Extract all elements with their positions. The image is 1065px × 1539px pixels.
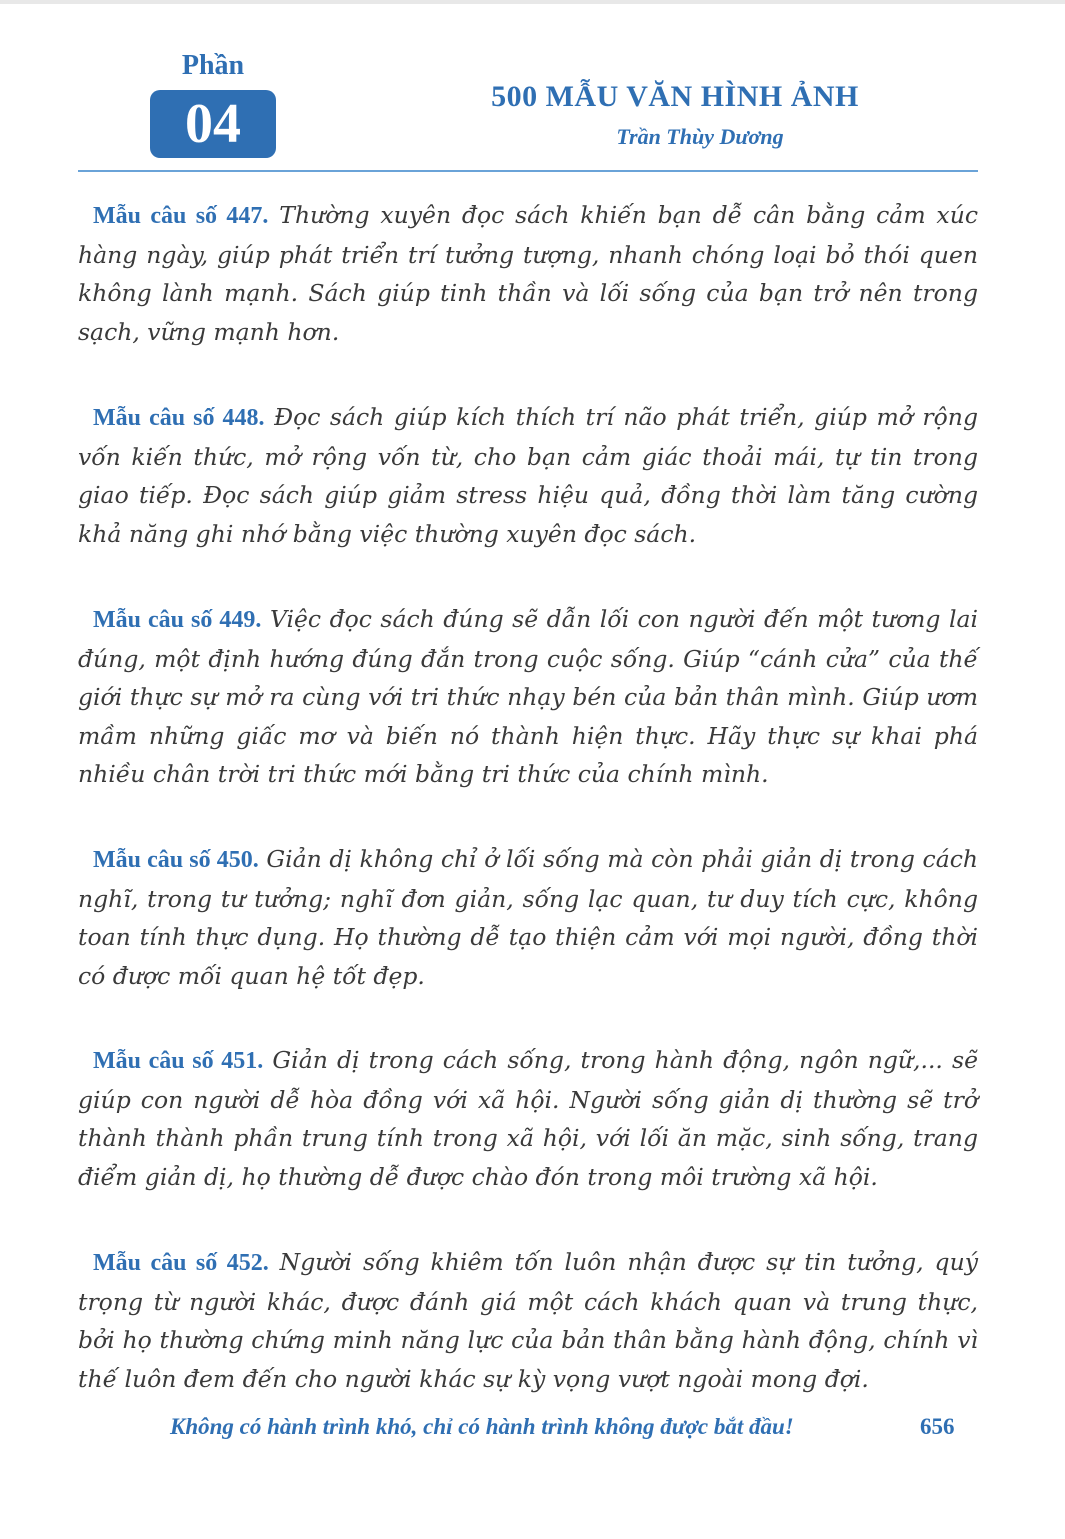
entry-text: Giản dị không chỉ ở lối sống mà còn phải giản dị trong cách nghĩ, trong tư tưởng; nghĩ đơn giản, sống lạc quan, tư duy tích cực, không toan tính thực dụng. Họ thường dễ tạo thiện cảm với mọi người, đồng thời có được mối quan hệ tốt đẹp. bbox=[78, 845, 978, 990]
entry-label: Mẫu câu số 452. bbox=[93, 1250, 269, 1276]
entry-label: Mẫu câu số 449. bbox=[93, 607, 262, 633]
header-divider bbox=[78, 170, 978, 172]
entry-label: Mẫu câu số 448. bbox=[93, 405, 265, 431]
section-number-badge: 04 bbox=[150, 90, 276, 158]
section-label: Phần bbox=[181, 50, 245, 81]
entry-label: Mẫu câu số 450. bbox=[93, 847, 259, 873]
sample-entry-450 bbox=[78, 840, 978, 995]
entry-text: Thường xuyên đọc sách khiến bạn dễ cân bằng cảm xúc hàng ngày, giúp phát triển trí tưởng tượng, nhanh chóng loại bỏ thói quen không lành mạnh. Sách giúp tinh thần và lối sống của bạn trở nên trong sạch, vững mạnh hơn. bbox=[78, 201, 978, 346]
entry-text: Việc đọc sách đúng sẽ dẫn lối con người đến một tương lai đúng, một định hướng đúng đắn trong cuộc sống. Giúp “cánh cửa” của thế giới thực sự mở ra cùng với tri thức nhạy bén của bản thân mình. Giúp ươm mầm những giấc mơ và biến nó thành hiện thực. Hãy thực sự khai phá nhiều chân trời tri thức mới bằng tri thức của chính mình. bbox=[78, 605, 978, 788]
entry-text: Giản dị trong cách sống, trong hành động, ngôn ngữ,... sẽ giúp con người dễ hòa đồng với xã hội. Người sống giản dị thường sẽ trở thành thành phần trung tính trong xã hội, với lối ăn mặc, sinh sống, trang điểm giản dị, họ thường dễ được chào đón trong môi trường xã hội. bbox=[78, 1046, 978, 1191]
sample-entry-452 bbox=[78, 1243, 978, 1398]
book-title: 500 MẪU VĂN HÌNH ẢNH bbox=[491, 80, 859, 113]
sample-entry-449 bbox=[78, 600, 978, 794]
top-edge-line bbox=[0, 0, 1065, 4]
page-number: 656 bbox=[920, 1414, 955, 1439]
sample-entry-448 bbox=[78, 398, 978, 553]
footer-slogan: Không có hành trình khó, chỉ có hành trình không được bắt đầu! bbox=[170, 1414, 794, 1439]
book-author: Trần Thùy Dương bbox=[616, 124, 784, 149]
sample-entry-451 bbox=[78, 1041, 978, 1196]
entry-label: Mẫu câu số 447. bbox=[93, 203, 269, 229]
entry-label: Mẫu câu số 451. bbox=[93, 1048, 264, 1074]
entry-text: Đọc sách giúp kích thích trí não phát triển, giúp mở rộng vốn kiến thức, mở rộng vốn từ, cho bạn cảm giác thoải mái, tự tin trong giao tiếp. Đọc sách giúp giảm stress hiệu quả, đồng thời làm tăng cường khả năng ghi nhớ bằng việc thường xuyên đọc sách. bbox=[78, 403, 978, 548]
entry-text: Người sống khiêm tốn luôn nhận được sự tin tưởng, quý trọng từ người khác, được đánh giá một cách khách quan và trung thực, bởi họ thường chứng minh năng lực của bản thân bằng hành động, chính vì thế luôn đem đến cho người khác sự kỳ vọng vượt ngoài mong đợi. bbox=[78, 1248, 978, 1393]
sample-entry-447 bbox=[78, 196, 978, 351]
